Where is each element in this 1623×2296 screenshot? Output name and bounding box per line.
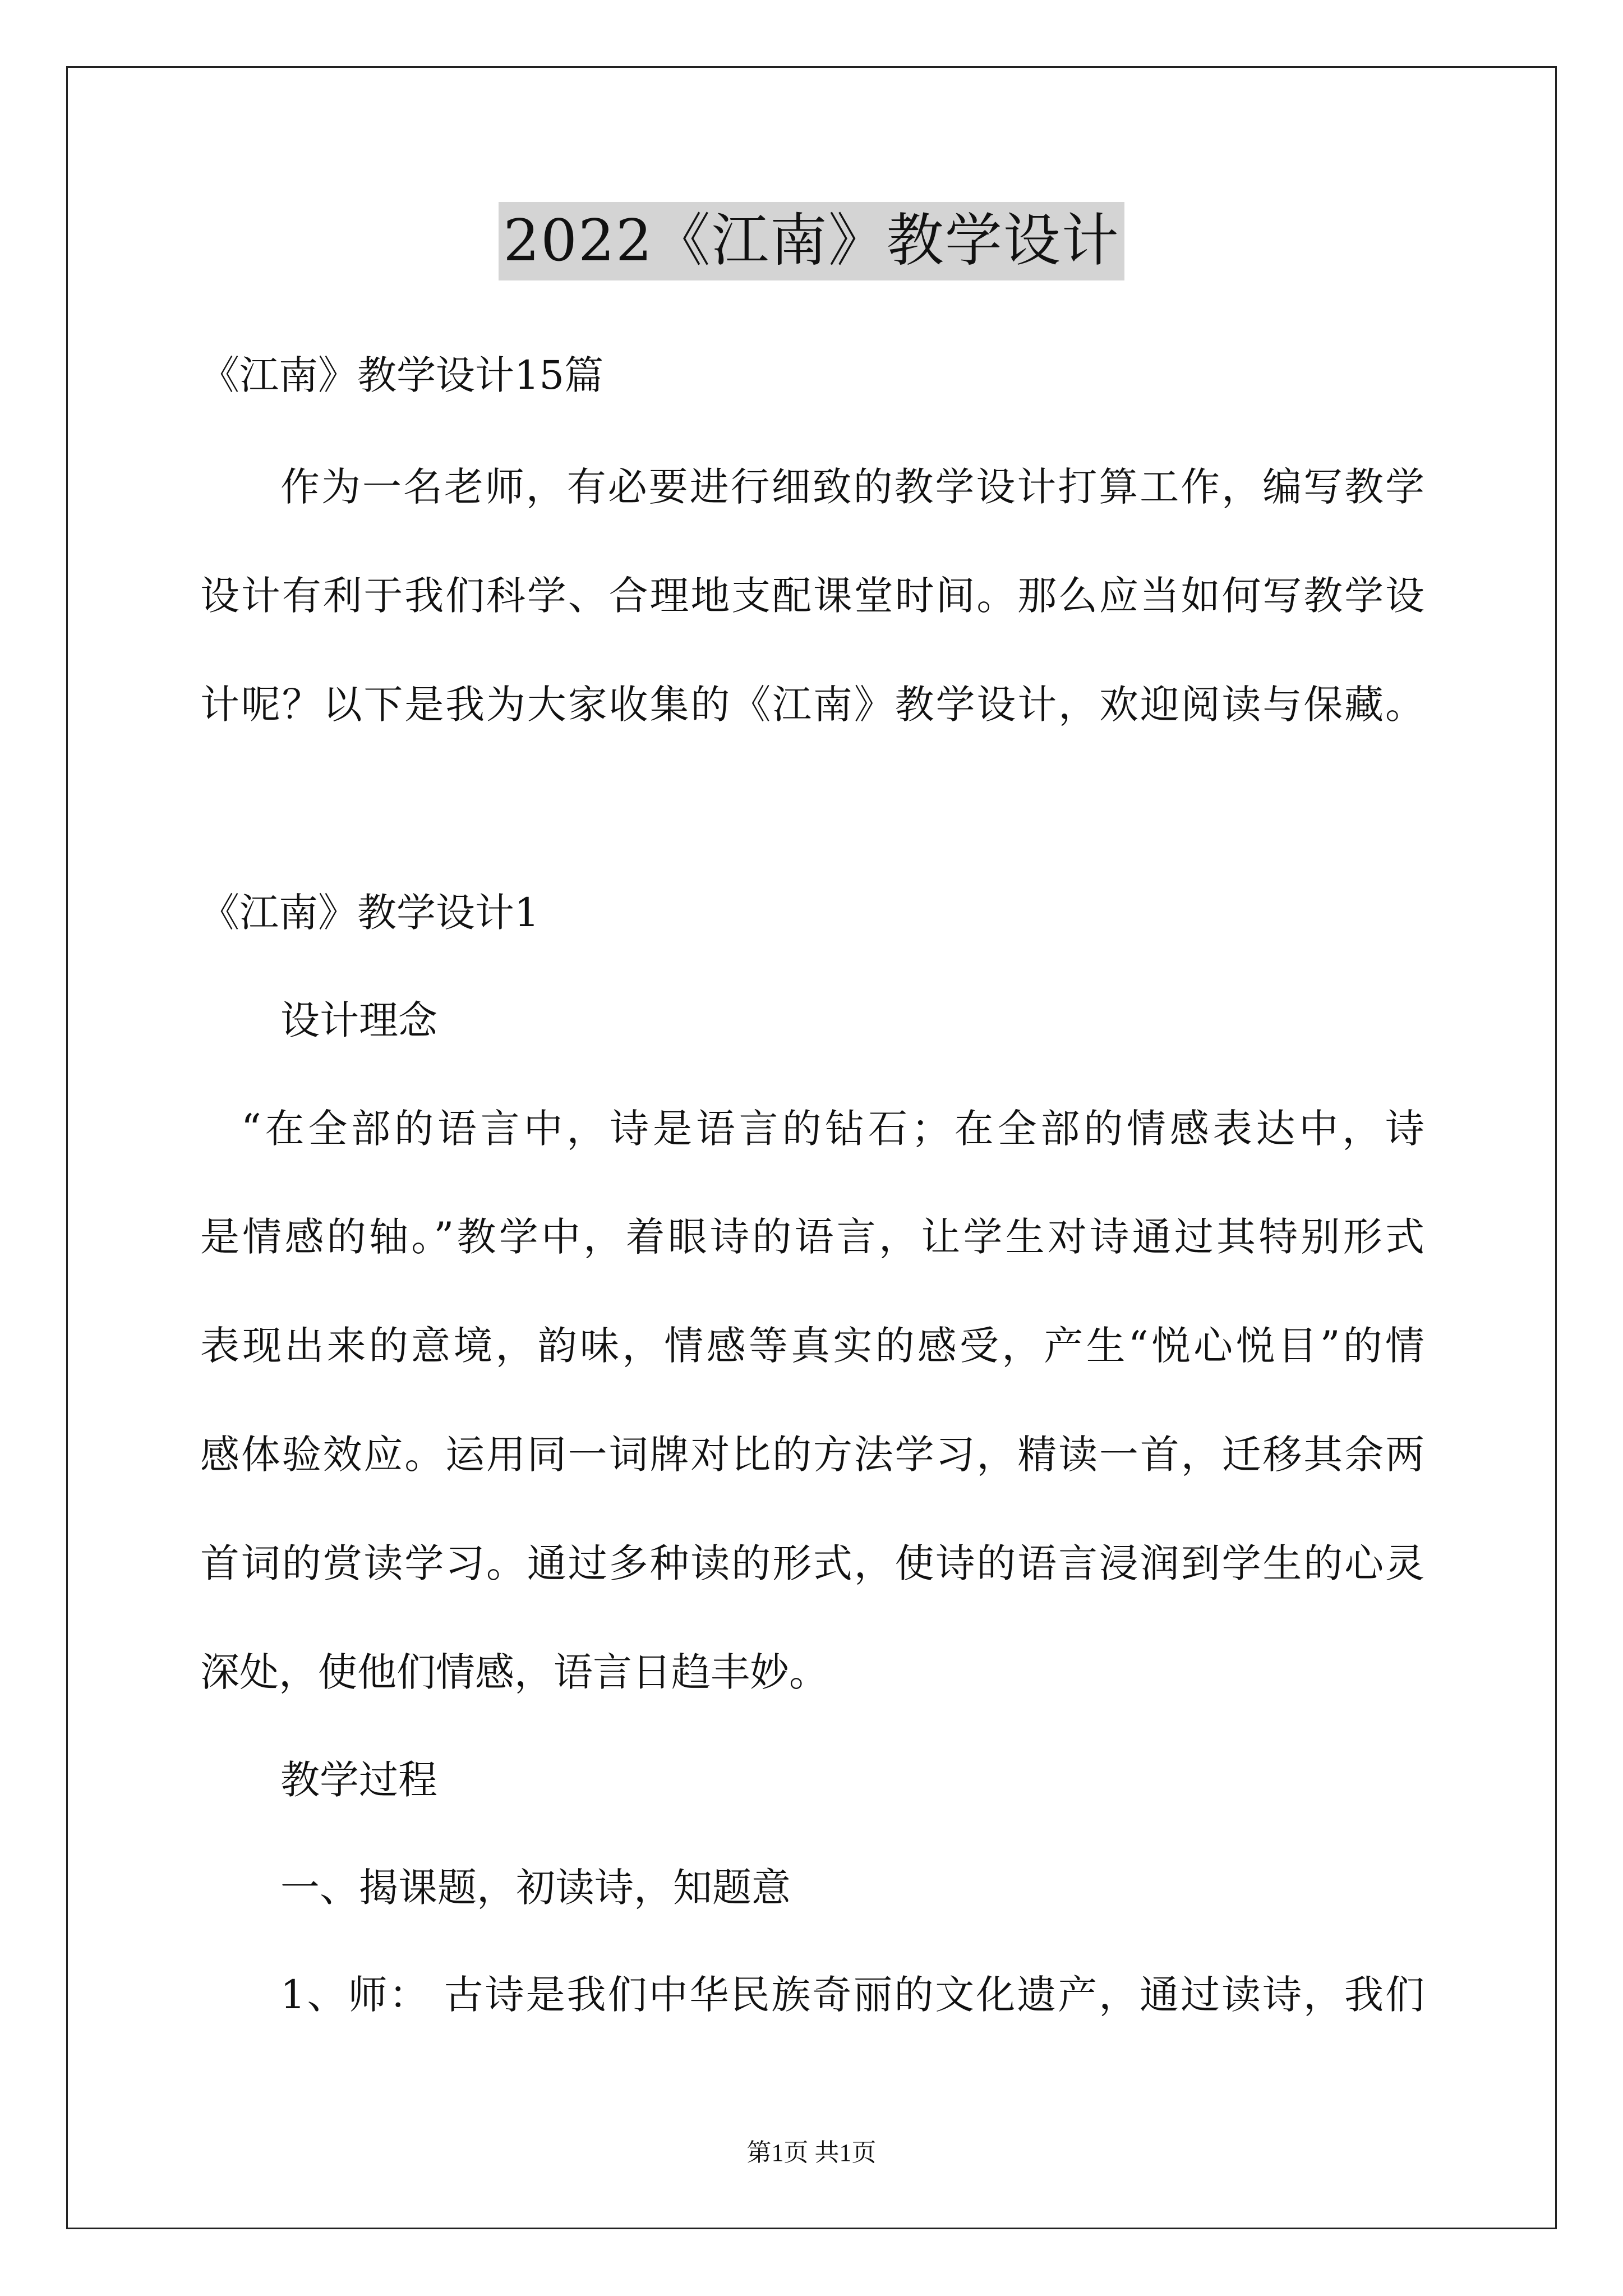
subtitle: 《江南》教学设计15篇: [200, 352, 604, 398]
section-title: 《江南》教学设计1: [200, 890, 540, 936]
concept-heading: 设计理念: [280, 997, 437, 1043]
process-heading: 教学过程: [280, 1757, 437, 1803]
intro-line-1: 作为一名老师，有必要进行细致的教学设计打算工作，编写教学: [280, 464, 1424, 510]
intro-line-3: 计呢？以下是我为大家收集的《江南》教学设计，欢迎阅读与保藏。: [200, 682, 1424, 728]
title-container: [0, 202, 1623, 280]
page-footer: 第1页 共1页: [746, 2139, 877, 2166]
concept-line-2: 是情感的轴。”教学中，着眼诗的语言，让学生对诗通过其特别形式: [200, 1214, 1424, 1260]
concept-line-5: 首词的赏读学习。通过多种读的形式，使诗的语言浸润到学生的心灵: [200, 1540, 1424, 1586]
concept-line-6: 深处，使他们情感，语言日趋丰妙。: [200, 1649, 828, 1695]
document-title: 2022《江南》教学设计: [499, 202, 1124, 280]
step-heading: 一、揭课题，初读诗，知题意: [280, 1865, 791, 1911]
concept-line-3: 表现出来的意境，韵味，情感等真实的感受，产生“悦心悦目”的情: [200, 1323, 1424, 1369]
step-line-1: 1、师： 古诗是我们中华民族奇丽的文化遗产，通过读诗，我们: [280, 1972, 1424, 2018]
concept-line-1: “在全部的语言中，诗是语言的钻石；在全部的情感表达中，诗: [241, 1106, 1424, 1152]
intro-line-2: 设计有利于我们科学、合理地支配课堂时间。那么应当如何写教学设: [200, 573, 1424, 619]
concept-line-4: 感体验效应。运用同一词牌对比的方法学习，精读一首，迁移其余两: [200, 1432, 1424, 1478]
